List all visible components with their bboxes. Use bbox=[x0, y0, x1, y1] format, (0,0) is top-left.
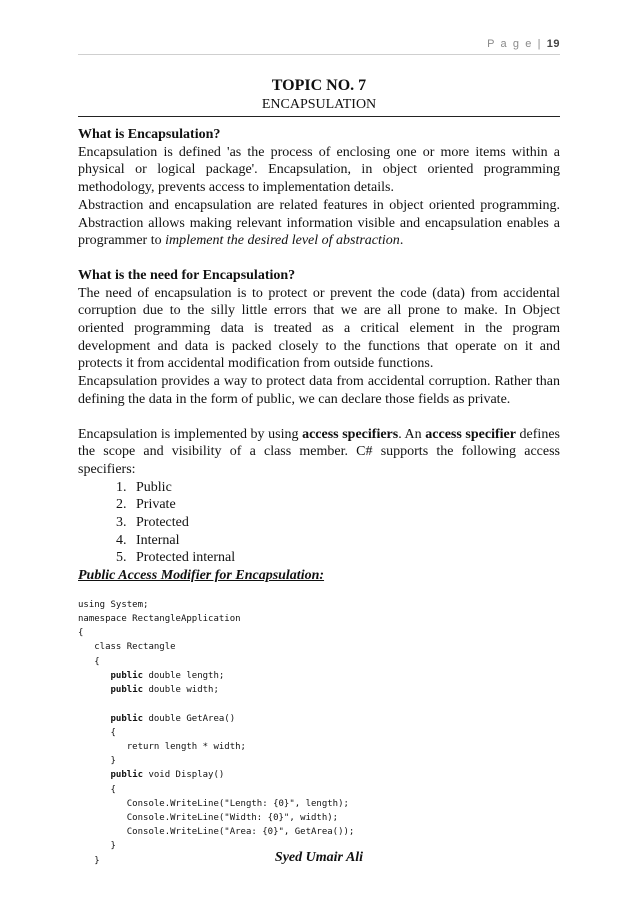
paragraph-protect: Encapsulation provides a way to protect data from accidental corruption. Rather than defining the data in the form of public, we can declare those fields as private. bbox=[78, 374, 560, 407]
spec-text-2: . An bbox=[398, 426, 426, 442]
list-label: Public bbox=[136, 479, 172, 495]
code-line: { bbox=[78, 784, 116, 795]
page-separator: | bbox=[537, 38, 543, 50]
list-number: 3. bbox=[116, 515, 127, 531]
title-block bbox=[78, 76, 560, 114]
code-line: } bbox=[78, 855, 100, 866]
list-item bbox=[116, 479, 560, 497]
list-number: 5. bbox=[116, 550, 127, 566]
abstraction-emphasis: implement the desired level of abstraction bbox=[165, 233, 400, 249]
code-rest: double GetArea() bbox=[143, 713, 236, 724]
code-line bbox=[78, 712, 560, 726]
abstraction-end: . bbox=[399, 233, 404, 249]
code-line: using System; bbox=[78, 599, 149, 610]
footer-author: Syed Umair Ali bbox=[274, 850, 364, 865]
code-line: { bbox=[78, 727, 116, 738]
code-line: { bbox=[78, 628, 84, 639]
list-item bbox=[116, 549, 560, 567]
spacer bbox=[78, 250, 560, 267]
section-title: Public Access Modifier for Encapsulation: bbox=[78, 568, 325, 584]
page-header bbox=[487, 38, 560, 50]
code-line: } bbox=[78, 841, 116, 852]
heading-need: What is the need for Encapsulation? bbox=[78, 267, 296, 283]
code-line: Console.WriteLine("Width: {0}", width); bbox=[78, 812, 339, 823]
spacer bbox=[78, 409, 560, 426]
spec-text-1: Encapsulation is implemented by using bbox=[78, 426, 303, 442]
code-rest: void Display() bbox=[143, 770, 225, 781]
document-body bbox=[78, 126, 560, 868]
list-item bbox=[116, 496, 560, 514]
code-rest: double length; bbox=[143, 670, 225, 681]
spec-bold-1: access specifiers bbox=[302, 426, 399, 442]
list-number: 1. bbox=[116, 479, 127, 495]
code-line bbox=[78, 697, 560, 711]
paragraph-definition: Encapsulation is defined 'as the process of enclosing one or more items within a physical or logical package'. Encapsulation, in object oriented programming methodology, prevents access to implementation details. bbox=[78, 144, 560, 196]
code-line: { bbox=[78, 656, 100, 667]
list-item bbox=[116, 532, 560, 550]
code-keyword: public bbox=[110, 685, 144, 696]
code-keyword: public bbox=[110, 770, 144, 781]
specifier-list bbox=[78, 479, 560, 568]
paragraph-specifiers bbox=[78, 426, 560, 479]
paragraph-need: The need of encapsulation is to protect or prevent the code (data) from accidental corruption due to the silly little errors that we are all prone to make. In Object oriented programming data is treated as a critical element in the program development and data is packed closely to the functions that operate on it and protects it from accidental modification from outside functions. bbox=[78, 285, 560, 372]
code-line: namespace RectangleApplication bbox=[78, 614, 241, 625]
list-label: Protected bbox=[136, 515, 189, 531]
topic-subtitle: ENCAPSULATION bbox=[261, 97, 377, 112]
code-line bbox=[78, 768, 560, 782]
code-line bbox=[78, 683, 560, 697]
page-number: 19 bbox=[546, 38, 560, 50]
spec-text-3: defines the scope and visibility of a class member. C# supports the following access specifiers: bbox=[78, 426, 560, 477]
code-keyword: public bbox=[110, 670, 144, 681]
code-rest: double width; bbox=[143, 685, 219, 696]
page-label: P a g e bbox=[487, 38, 533, 50]
list-label: Internal bbox=[136, 532, 180, 548]
title-rule bbox=[78, 116, 560, 117]
code-block bbox=[78, 598, 560, 868]
code-line: Console.WriteLine("Length: {0}", length); bbox=[78, 798, 349, 809]
code-line: } bbox=[78, 756, 116, 767]
list-item bbox=[116, 514, 560, 532]
code-line: Console.WriteLine("Area: {0}", GetArea()); bbox=[78, 827, 355, 838]
list-number: 2. bbox=[116, 497, 127, 513]
abstraction-text: Abstraction and encapsulation are related features in object oriented programming. Abstraction allows making relevant information visible and encapsulation enables a programmer to bbox=[78, 197, 560, 249]
list-label: Protected internal bbox=[136, 550, 236, 566]
topic-title: TOPIC NO. 7 bbox=[271, 77, 367, 94]
code-line bbox=[78, 669, 560, 683]
heading-what-is: What is Encapsulation? bbox=[78, 127, 221, 142]
code-line: return length * width; bbox=[78, 741, 246, 752]
code-keyword: public bbox=[110, 713, 144, 724]
paragraph-abstraction bbox=[78, 197, 560, 250]
spec-bold-2: access specifier bbox=[425, 426, 516, 442]
code-line: class Rectangle bbox=[78, 642, 176, 653]
list-label: Private bbox=[136, 497, 176, 513]
header-rule bbox=[78, 54, 560, 55]
list-number: 4. bbox=[116, 532, 127, 548]
